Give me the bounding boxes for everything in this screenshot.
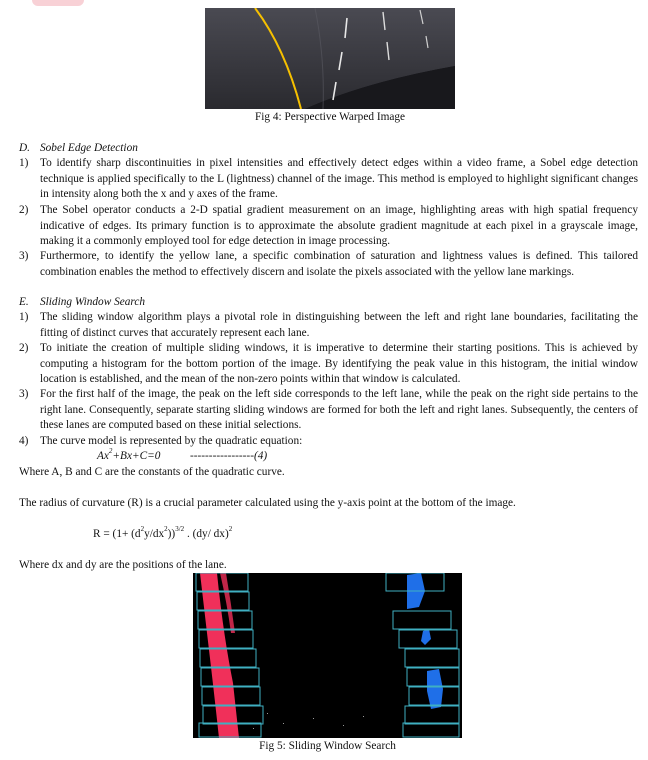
- section-d-item-1-number: 1): [19, 157, 29, 169]
- fig4-perspective-warped-image: [205, 8, 455, 109]
- section-d-item-2-number: 2): [19, 204, 29, 216]
- where-abc-text: Where A, B and C are the constants of the quadratic curve.: [19, 466, 285, 478]
- fig5-sliding-window-search-image: [193, 573, 462, 738]
- header-logo-fragment: [32, 0, 84, 6]
- section-d-item-2-text: The Sobel operator conducts a 2-D spatial gradient measurement on an image, highlighting areas with high spatial frequency indicative of edges. Its primary function is to approximate the absolute gradient magnitude at each pixel in a grayscale image, making it a commonly employed tool for edge detection in image processing.: [40, 204, 638, 248]
- section-d-item-3-number: 3): [19, 250, 29, 262]
- section-e-item-4-number: 4): [19, 435, 29, 447]
- section-e-item-3-text: For the first half of the image, the peak on the left side corresponds to the left lane, while the peak on the right side pertains to the right lane. Consequently, separate starting sliding windows are formed for both the left and right lanes. Subsequently, the centers of these lanes are computed based on these initial selections.: [40, 388, 638, 432]
- section-e-item-3-number: 3): [19, 388, 29, 400]
- section-e-item-1-text: The sliding window algorithm plays a pivotal role in distinguishing between the left and right lane boundaries, facilitating the fitting of distinct curves that accurately represent each lane.: [40, 311, 638, 339]
- fig4-caption: Fig 4: Perspective Warped Image: [254, 111, 406, 123]
- radius-equation: $R = (1+ (d^2y/dx^2))^{3/2}$ . (dy/ dx)$^2$: [93, 525, 233, 540]
- section-e-item-1-number: 1): [19, 311, 29, 323]
- section-e-item-4-text: The curve model is represented by the quadratic equation:: [40, 435, 303, 447]
- radius-of-curvature-text: The radius of curvature (R) is a crucial parameter calculated using the y-axis point at the bottom of the image.: [19, 497, 516, 509]
- section-e-item-2-number: 2): [19, 342, 29, 354]
- equation-4-tag: -----------------(4): [190, 450, 268, 462]
- fig5-caption: Fig 5: Sliding Window Search: [259, 740, 396, 752]
- section-e-heading: E. Sliding Window Search: [19, 296, 146, 308]
- section-e-item-2-text: To initiate the creation of multiple sliding windows, it is imperative to determine their starting positions. This is achieved by computing a histogram for the bottom portion of the image. By identifying the peak value in this histogram, the initial window location is established, and the mean of the non-zero points within that window is calculated.: [40, 342, 638, 386]
- section-d-item-3-text: Furthermore, to identify the yellow lane, a specific combination of saturation and lightness values is defined. This tailored combination enables the method to effectively discern and isolate the pixels associated with the yellow lane markings.: [40, 250, 638, 278]
- where-dxdy-text: Where dx and dy are the positions of the lane.: [19, 559, 227, 571]
- equation-4: $Ax^2+Bx+C=0$: [97, 447, 161, 462]
- section-d-item-1-text: To identify sharp discontinuities in pixel intensities and effectively detect edges within a video frame, a Sobel edge detection technique is applied specifically to the L (lightness) channel of the image. This method is employed to highlight significant changes in intensity along both the x and y axes of the frame.: [40, 157, 638, 201]
- section-d-heading: D. Sobel Edge Detection: [19, 142, 138, 154]
